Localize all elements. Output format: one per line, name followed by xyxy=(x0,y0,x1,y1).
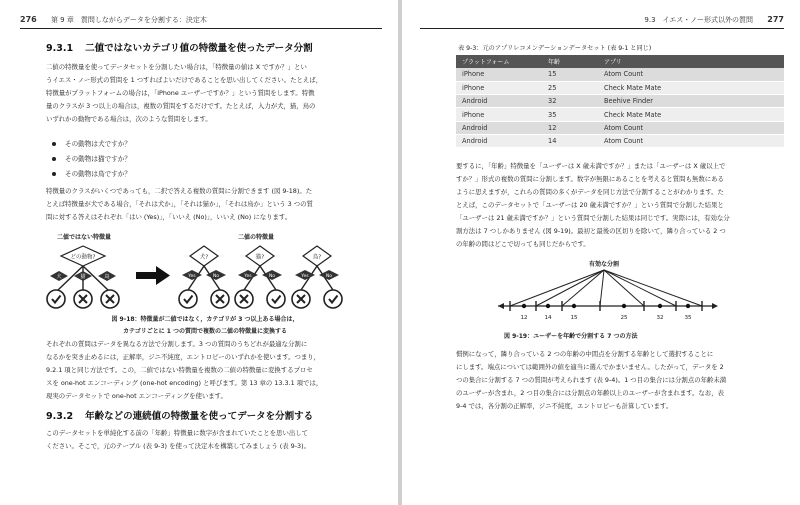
text-line: 慣例になって，隣り合っている 2 つの年齢の中間点を分割する年齢として選択することに xyxy=(456,350,714,358)
table-row xyxy=(456,68,784,81)
text-line: 特徴量がプラットフォームの場合は，「iPhone ユーザーですか？」という質問をします。特徴 xyxy=(46,89,315,97)
arrow-right-icon xyxy=(712,303,718,309)
split-fan-lines xyxy=(510,270,702,306)
bullet-text: その動物は犬ですか？ xyxy=(65,140,131,148)
binary-tree-cat xyxy=(235,246,285,308)
text-line: つの集合に分割する 7 つの質問が考えられます (表 9-4)。1 つ目の集合には分割点の年齢未満 xyxy=(456,376,727,384)
branch-cat: 猫 xyxy=(80,274,86,280)
check-icon xyxy=(267,290,285,308)
table-cell: Beehive Finder xyxy=(598,95,784,108)
text-line: のユーザーが含まれ，2 つ目の集合には分割点の年齢以上のユーザーが含まれます。なお，表 xyxy=(456,389,724,397)
table-cell: 32 xyxy=(542,95,598,108)
bullet-dot-icon xyxy=(52,172,56,176)
table-row xyxy=(456,81,784,94)
column-header: プラットフォーム xyxy=(456,55,542,68)
right-page-number: 277 xyxy=(767,15,784,24)
text-line: 現実のデータセットで one-hot エンコーディングを使います。 xyxy=(46,392,227,400)
no-label: No xyxy=(212,274,220,279)
tick-labels xyxy=(520,315,692,321)
text-line: 「ユーザーは 21 歳未満ですか？」という質問で分割した結果は同じです。実際には，有効な分 xyxy=(456,214,730,222)
tick-label: 25 xyxy=(620,315,628,321)
table-row xyxy=(456,95,784,108)
bullet-item xyxy=(52,153,131,163)
binary-tree-bird xyxy=(292,246,342,308)
table-cell: Android xyxy=(456,121,542,134)
figure-9-18-caption xyxy=(60,314,350,335)
branch-dog: 犬 xyxy=(56,274,62,280)
paragraph xyxy=(456,160,786,251)
tick-label: 32 xyxy=(656,315,664,321)
tick-label: 14 xyxy=(544,315,552,321)
right-page xyxy=(402,0,800,505)
tick-label: 15 xyxy=(570,315,578,321)
column-header: 年齢 xyxy=(542,55,598,68)
bullet-item xyxy=(52,168,131,178)
table-cell: Android xyxy=(456,134,542,147)
right-running-head xyxy=(644,15,784,25)
section-number: 9.3.1 xyxy=(46,43,74,54)
section-number: 9.3.2 xyxy=(46,411,74,422)
text-line: 割方法は 7 つしかありません (図 9-19)。最初と最後の区切りを除いて，隣り合っている 2 つ xyxy=(456,227,726,235)
yes-label: Yes xyxy=(188,274,196,279)
text-line: 特徴量のクラスがいくつであっても，二択で答える複数の質問に分割できます (図 9-18)。た xyxy=(46,187,313,195)
text-line: 問に対する答えはそれぞれ「はい (Yes)」，「いいえ (No)」，いいえ (No) になります。 xyxy=(46,213,292,221)
binary-tree-dog xyxy=(179,246,229,308)
left-running-head xyxy=(20,15,207,25)
text-line: 二値の特徴量を使ってデータセットを分割したい場合は，「特徴量の値は X ですか？」とい xyxy=(46,63,307,71)
paragraph xyxy=(46,61,376,126)
check-icon xyxy=(324,290,342,308)
table-cell: iPhone xyxy=(456,81,542,94)
valid-splits-title: 有効な分割 xyxy=(588,261,620,268)
figure-9-19-caption: 図 9-19：ユーザーを年齢で分割する 7 つの方法 xyxy=(504,333,638,340)
age-point xyxy=(572,304,576,308)
text-line: スを one-hot エンコーディング (one-hot encoding) と呼びます。第 13 章の 13.3.1 項では， xyxy=(46,379,323,387)
label-binary: 二値の特徴量 xyxy=(237,234,275,241)
table-cell: 14 xyxy=(542,134,598,147)
table-cell: 12 xyxy=(542,121,598,134)
figure-9-19 xyxy=(498,256,718,328)
text-line: 9-4 では，各分割の正解率，ジニ不純度，エントロピーも計算しています。 xyxy=(456,402,673,410)
age-point xyxy=(522,304,526,308)
cross-icon xyxy=(211,290,229,308)
text-line: なるかを突き止めるには，正解率，ジニ不純度，エントロピーのいずれかを使います。つまり， xyxy=(46,353,321,361)
paragraph xyxy=(46,185,376,224)
no-label: No xyxy=(268,274,276,279)
check-icon xyxy=(179,290,197,308)
bullet-item xyxy=(52,138,131,148)
table-header-row xyxy=(456,55,784,68)
table-9-3-caption: 表 9-3：元のアプリレコメンデーションデータセット (表 9-1 と同じ) xyxy=(458,45,652,52)
table-row xyxy=(456,108,784,121)
table-row xyxy=(456,134,784,147)
column-header: アプリ xyxy=(598,55,784,68)
label-non-binary: 二値ではない特徴量 xyxy=(56,234,112,241)
yes-label: Yes xyxy=(301,274,309,279)
branch-bird: 鳥 xyxy=(104,274,110,280)
header-rule xyxy=(20,28,382,29)
table-cell: Atom Count xyxy=(598,134,784,147)
section-title: 年齢などの連続値の特徴量を使ってデータを分割する xyxy=(85,411,314,422)
cross-icon xyxy=(292,290,310,308)
text-line: にします。端点については範囲外の値を適当に選んでかまいません。したがって，データを 2 xyxy=(456,363,724,371)
age-point xyxy=(658,304,662,308)
paragraph xyxy=(456,348,786,413)
table-cell: Atom Count xyxy=(598,121,784,134)
age-point xyxy=(686,304,690,308)
text-line: とえば，このデータセットで「ユーザーは 20 歳未満ですか？」という質問で分割した結果と xyxy=(456,201,724,209)
table-cell: 35 xyxy=(542,108,598,121)
left-page-number: 276 xyxy=(20,15,37,24)
bullet-text: その動物は猫ですか？ xyxy=(65,155,131,163)
header-rule xyxy=(420,28,784,29)
right-running-head-text: 9.3 イエス・ノー形式以外の質問 xyxy=(644,16,754,24)
cross-icon xyxy=(101,290,119,308)
age-point xyxy=(546,304,550,308)
text-line: うイエス・ノー形式の質問を 1 つすればよいだけであることを思い出してください。たとえば， xyxy=(46,76,323,84)
table-cell: Android xyxy=(456,95,542,108)
no-label: No xyxy=(325,274,333,279)
table-cell: 25 xyxy=(542,81,598,94)
non-binary-tree xyxy=(47,246,119,308)
section-title: 二値ではないカテゴリ値の特徴量を使ったデータ分割 xyxy=(85,43,313,54)
text-line: このデータセットを単純化する前の「年齢」特徴量に数字が含まれていたことを思い出して xyxy=(46,429,309,437)
question-dog: 犬? xyxy=(199,254,209,261)
paragraph xyxy=(46,427,376,453)
text-line: ください。そこで，元のテーブル (表 9-3) を使って決定木を構築してみましょう (表 9-3)。 xyxy=(46,442,310,450)
bullet-dot-icon xyxy=(52,157,56,161)
tick-label: 35 xyxy=(684,315,692,321)
paragraph xyxy=(46,338,376,403)
cross-icon xyxy=(235,290,253,308)
table-row xyxy=(456,121,784,134)
figure-9-19-diagram xyxy=(498,256,718,328)
text-line: ように思えますが，これらの質問の多くがデータを同じ方法で分割することがわかります。た xyxy=(456,188,724,196)
text-line: いずれかの動物である場合は，次のような質問をします。 xyxy=(46,115,212,123)
check-icon xyxy=(47,290,65,308)
question-cat: 猫? xyxy=(255,254,265,261)
arrow-left-icon xyxy=(498,303,504,309)
bullet-dot-icon xyxy=(52,142,56,146)
table-9-3 xyxy=(456,55,784,148)
caption-line: カテゴリごとに 1 つの質問で複数の二値の特徴量に変換する xyxy=(122,328,288,335)
table-cell: Check Mate Mate xyxy=(598,81,784,94)
section-heading-9-3-1 xyxy=(46,40,313,54)
table-cell: Check Mate Mate xyxy=(598,108,784,121)
section-heading-9-3-2 xyxy=(46,408,313,422)
text-line: 9.2.1 項と同じ方法です。この，二値ではない特徴量を複数の二値の特徴量に変換するプロセ xyxy=(46,366,313,374)
caption-line: 図 9-18：特徴量が二値ではなく，カテゴリが 3 つ以上ある場合は， xyxy=(111,316,299,323)
question-which-animal: どの動物? xyxy=(70,254,96,261)
bullet-text: その動物は鳥ですか？ xyxy=(65,170,131,178)
text-line: 要するに，「年齢」特徴量を「ユーザーは X 歳未満ですか？」または「ユーザーは X 歳以上で xyxy=(456,162,726,170)
table-cell: iPhone xyxy=(456,68,542,81)
yes-label: Yes xyxy=(244,274,252,279)
cross-icon xyxy=(74,290,92,308)
text-line: すか？」形式の複数の質問に分割します。数字が無限にあることを考えると質問も無数にある xyxy=(456,175,724,183)
text-line: の年齢の間はどこで切っても同じだからです。 xyxy=(456,240,590,248)
left-page xyxy=(0,0,398,505)
tick-label: 12 xyxy=(520,315,528,321)
left-running-head-text: 第 9 章 質問しながらデータを分割する：決定木 xyxy=(50,16,207,24)
text-line: とえば特徴量が犬である場合，「それは犬か」，「それは猫か」，「それは鳥か」という 3 つの質 xyxy=(46,200,313,208)
table-cell: Atom Count xyxy=(598,68,784,81)
table-cell: iPhone xyxy=(456,108,542,121)
text-line: それぞれの質問はデータを異なる方法で分割します。3 つの質問のうちどれが最適な分割に xyxy=(46,340,308,348)
question-bird: 鳥? xyxy=(312,254,322,261)
table-cell: 15 xyxy=(542,68,598,81)
age-point xyxy=(622,304,626,308)
arrow-right-icon xyxy=(136,266,170,285)
text-line: 量のクラスが 3 つ以上の場合は，複数の質問をするだけです。たとえば，入力が犬，猫，鳥の xyxy=(46,102,316,110)
